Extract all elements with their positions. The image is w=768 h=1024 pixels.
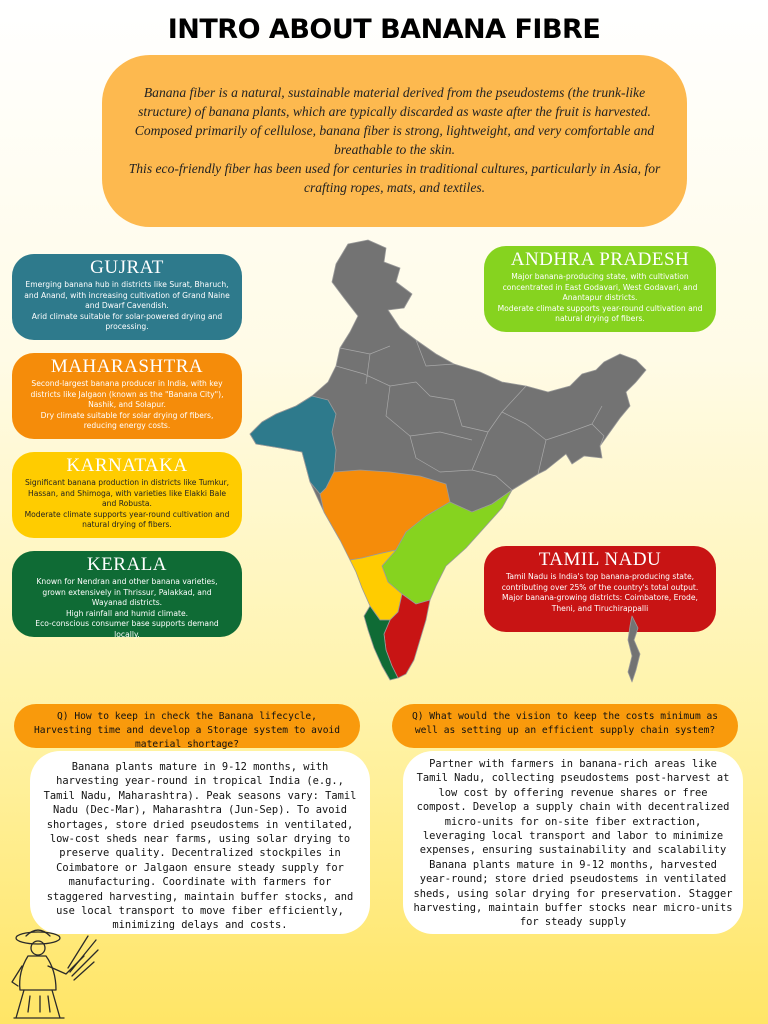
- intro-text-2: This eco-friendly fiber has been used for centuries in traditional cultures, particularly in Asia, for crafting ropes, mats, and textiles.: [128, 161, 661, 195]
- question-1: Q) How to keep in check the Banana lifecycle, Harvesting time and develop a Storage system to avoid material shortage?: [14, 704, 360, 748]
- india-map: [240, 236, 680, 696]
- state-name-karnataka: KARNATAKA: [66, 455, 188, 476]
- state-text-tamil-nadu: Tamil Nadu is India's top banana-producing state, contributing over 25% of the country's total output. Major banana-growing districts: Coimbatore, Erode, Theni, and Tiruchirappalli: [501, 572, 699, 613]
- map-islands: [628, 616, 640, 682]
- intro-panel: [102, 55, 687, 227]
- state-card-karnataka: [12, 452, 242, 538]
- state-text-maharashtra: Second-largest banana producer in India, with key districts like Jalgaon (known as the "Banana City"), Nashik, and Solapur. Dry climate suitable for solar drying of fibers, reducing energy costs.: [30, 379, 224, 431]
- state-name-tamil-nadu: TAMIL NADU: [538, 549, 662, 570]
- state-name-andhra-pradesh: ANDHRA PRADESH: [510, 249, 690, 270]
- state-text-karnataka: Significant banana production in districts like Tumkur, Hassan, and Shimoga, with varieties like Elakki Bale and Robusta. Moderate climate supports year-round cultivation and natural drying of fibers.: [24, 478, 230, 530]
- state-text-kerala: Known for Nendran and other banana varieties, grown extensively in Thrissur, Palakkad, and Wayanad districts. High rainfall and humid climate. Eco-conscious consumer base supports demand locally.: [35, 577, 219, 639]
- answer-2: [403, 751, 743, 934]
- state-text-andhra-pradesh: Major banana-producing state, with cultivation concentrated in East Godavari, West Godavari, and Anantapur districts. Moderate climate supports year-round cultivation and natural drying of fibers.: [497, 272, 703, 324]
- answer-1: [30, 751, 370, 934]
- answer-1-text: Banana plants mature in 9-12 months, with harvesting year-round in tropical India (e.g., Tamil Nadu, Maharashtra). Peak seasons vary: Tamil Nadu (Dec-Mar), Maharashtra (Jun-Sep). To avoid shortages, store dried pseudostems in ventilated, low-cost sheds near farms, using solar drying to preserve quality. Decentralized stockpiles in Coimbatore or Jalgaon ensure steady supply for manufacturing. Coordinate with farmers for staggered harvesting, maintain buffer stocks, and use local transport to move fiber efficiently, minimizing delays and costs.: [43, 761, 357, 932]
- state-card-gujrat: [12, 254, 242, 340]
- page-title: INTRO ABOUT BANANA FIBRE: [167, 14, 601, 45]
- state-card-maharashtra: [12, 353, 242, 439]
- answer-2-text: Partner with farmers in banana-rich areas like Tamil Nadu, collecting pseudostems post-harvest at low cost by offering revenue shares or free compost. Develop a supply chain with decentralized micro-units for on-site fiber extraction, leveraging local transport and labor to minimize expenses, ensuring sustainability and scalability Banana plants mature in 9-12 months, harvested year-round; store dried pseudostems in ventilated sheds, using solar drying for preservation. Stagger harvesting, maintain buffer stocks near micro-units for steady supply: [413, 758, 733, 929]
- farmer-illustration: [4, 922, 100, 1022]
- state-card-kerala: [12, 551, 242, 637]
- question-2: Q) What would the vision to keep the costs minimum as well as setting up an efficient supply chain system?: [392, 704, 738, 748]
- state-text-gujrat: Emerging banana hub in districts like Surat, Bharuch, and Anand, with increasing cultivation of Grand Naine and Dwarf Cavendish. Arid climate suitable for solar-powered drying and processing.: [24, 280, 230, 332]
- map-state-gujrat: [250, 396, 336, 494]
- state-name-maharashtra: MAHARASHTRA: [50, 356, 204, 377]
- intro-text: Banana fiber is a natural, sustainable material derived from the pseudostems (the trunk-like structure) of banana plants, which are typically discarded as waste after the fruit is harvested. Composed primarily of cellulose, banana fiber is strong, lightweight, and very comfortable and breathable to the skin.: [134, 85, 655, 157]
- state-name-gujrat: GUJRAT: [90, 257, 164, 278]
- state-name-kerala: KERALA: [86, 554, 168, 575]
